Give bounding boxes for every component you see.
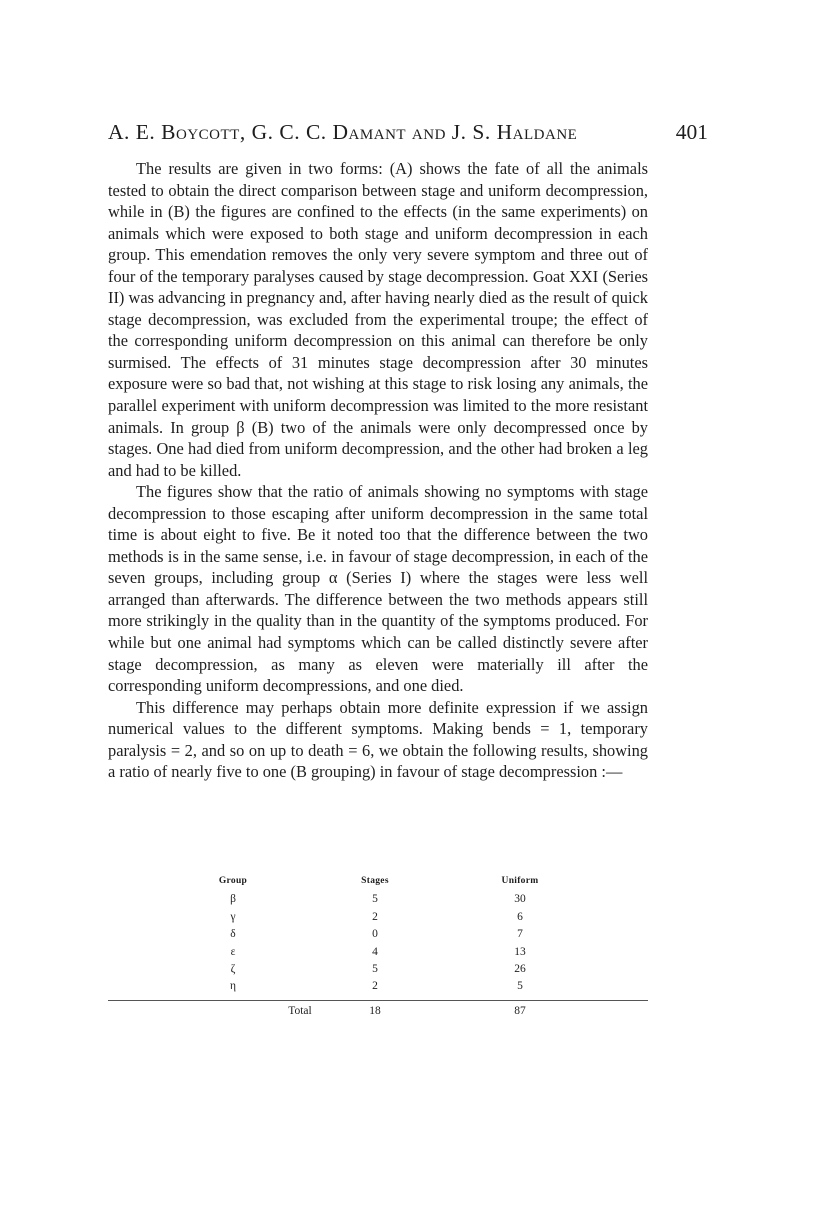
group-cell: γ xyxy=(230,910,236,923)
total-label: Total xyxy=(288,1004,312,1017)
uniform-cell: 26 xyxy=(514,962,526,975)
uniform-cell: 7 xyxy=(517,928,523,941)
total-stages: 18 xyxy=(369,1004,381,1017)
stages-cell: 5 xyxy=(372,893,378,906)
column-header-uniform: Uniform xyxy=(501,876,539,886)
stages-cell: 4 xyxy=(372,945,378,958)
column-header-stages: Stages xyxy=(361,876,389,886)
table-header-row xyxy=(108,876,648,893)
paragraph: The figures show that the ratio of animals showing no symptoms with stage decompression to those escaping after uniform decompression in the same total time is about eight to five. Be it noted too that the difference between the two methods is in the same sense, i.e. in favour of stage decompression, in each of the seven groups, including group α (Series I) where the stages were less well arranged than afterwards. The difference between the two methods appears still more strikingly in the quality than in the quantity of the symptoms produced. For while but one animal had symptoms which can be called distinctly severe after stage decompression, as many as eleven were materially ill after the corresponding uniform decompressions, and one died. xyxy=(108,482,648,696)
table-row xyxy=(108,911,648,928)
table-row xyxy=(108,963,648,980)
page-number: 401 xyxy=(675,120,708,144)
table-row xyxy=(108,946,648,963)
uniform-cell: 6 xyxy=(517,910,523,923)
group-cell: β xyxy=(230,893,236,906)
table-total-rule xyxy=(108,1000,648,1001)
running-head: A. E. Boycott, G. C. C. Damant and J. S. Haldane xyxy=(108,120,578,144)
group-cell: δ xyxy=(230,928,236,941)
paragraph: The results are given in two forms: (A) shows the fate of all the animals tested to obtain the direct comparison between stage and uniform decompression, while in (B) the figures are confined to the effects (in the same experiments) on animals which were exposed to both stage and uniform decompression in each group. This emendation removes the only very severe symptom and three out of four of the temporary paralyses caused by stage decompression. Goat XXI (Series II) was advancing in pregnancy and, after having nearly died as the result of quick stage decompression, was excluded from the experimental troupe; the effect of the corresponding uniform decompression on this animal can therefore be only surmised. The effects of 31 minutes stage decompression after 30 minutes exposure were so bad that, not wishing at this stage to risk losing any animals, the parallel experiment with uniform decompression was limited to the more resistant animals. In group β (B) two of the animals were only decompressed once by stages. One had died from uniform decompression, and the other had broken a leg and had to be killed. xyxy=(108,159,648,480)
body-text xyxy=(108,158,648,783)
stages-cell: 5 xyxy=(372,962,378,975)
group-cell: ε xyxy=(230,945,236,958)
group-cell: ζ xyxy=(230,962,236,975)
results-table xyxy=(108,876,648,1023)
table-row xyxy=(108,928,648,945)
paragraph: This difference may perhaps obtain more definite expression if we assign numerical values to the different symptoms. Making bends = 1, temporary paralysis = 2, and so on up to death = 6, we obtain the following results, showing a ratio of nearly five to one (B grouping) in favour of stage decompression :— xyxy=(108,697,648,782)
table-row xyxy=(108,893,648,910)
uniform-cell: 30 xyxy=(514,893,526,906)
stages-cell: 2 xyxy=(372,980,378,993)
uniform-cell: 13 xyxy=(514,945,526,958)
page-header xyxy=(108,120,708,150)
stages-cell: 0 xyxy=(372,928,378,941)
group-cell: η xyxy=(229,980,237,993)
total-uniform: 87 xyxy=(514,1004,526,1017)
table-total-row xyxy=(108,1005,648,1023)
table-row xyxy=(108,980,648,997)
column-header-group: Group xyxy=(218,876,248,886)
stages-cell: 2 xyxy=(372,910,378,923)
uniform-cell: 5 xyxy=(517,980,523,993)
